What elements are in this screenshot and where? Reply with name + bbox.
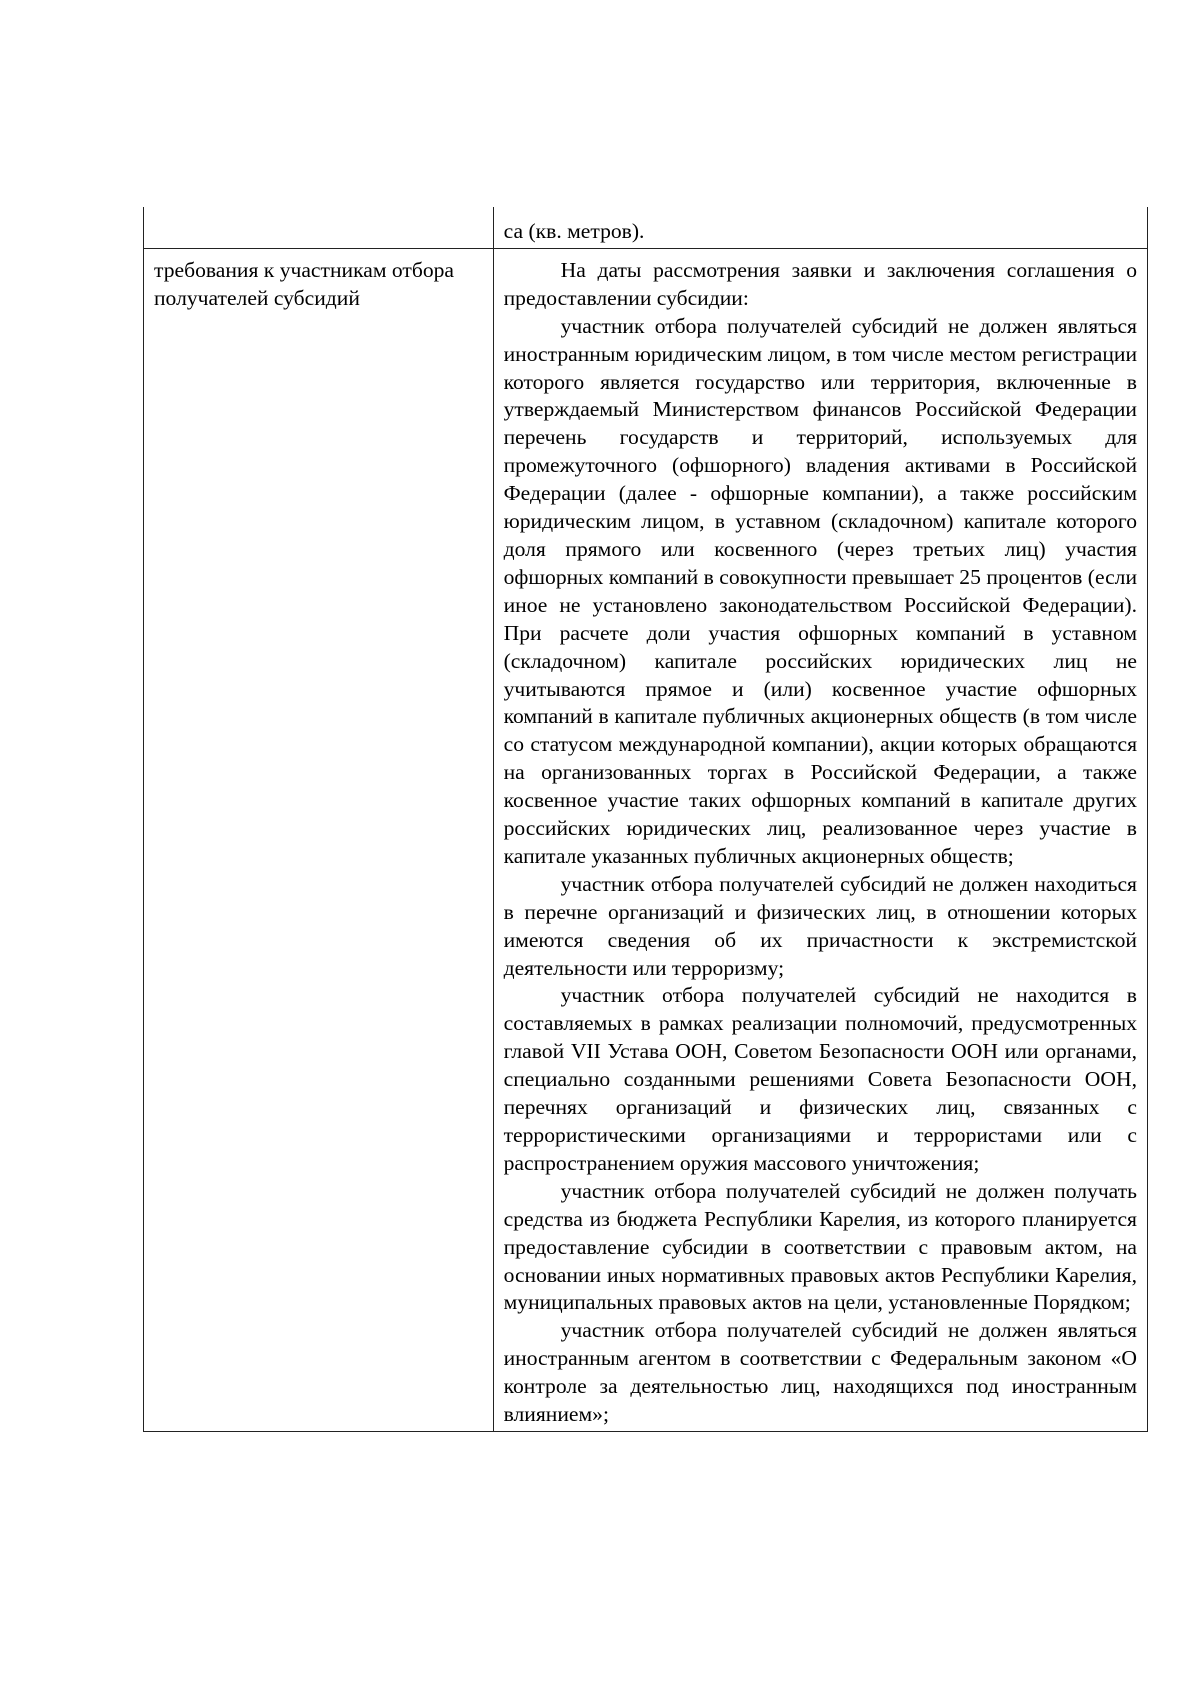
paragraph-budget-funds: участник отбора получателей субсидий не должен получать средства из бюджета Республики Карелия, из которого планируется предоставление субсидии в соответствии с правовым актом, на основании иных нормативных правовых актов Республики Карелия, муниципальных правовых актов на цели, установленные Порядком; — [503, 1178, 1137, 1315]
requirements-table — [143, 207, 1148, 1432]
cell-requirements-content — [493, 248, 1147, 1431]
paragraph-foreign-agent: участник отбора получателей субсидий не должен являться иностранным агентом в соответствии с Федеральным законом «О контроле за деятельностью лиц, находящихся под иностранным влиянием»; — [503, 1318, 1137, 1427]
paragraph-un-lists: участник отбора получателей субсидий не находится в составляемых в рамках реализации полномочий, предусмотренных главой VII Устава ООН, Советом Безопасности ООН или органами, специально созданными решениями Совета Безопасности ООН, перечнях организаций и физических лиц, связанных с террористическими организациями и террористами или с распространением оружия массового уничтожения; — [503, 983, 1137, 1175]
paragraph-offshore: участник отбора получателей субсидий не должен являться иностранным юридическим лицом, в том числе местом регистрации которого является государство или территория, включенные в утверждаемый Министерством финансов Российской Федерации перечень государств и территорий, используемых для промежуточного (офшорного) владения активами в Российской Федерации (далее - офшорные компании), а также российским юридическим лицом, в уставном (складочном) капитале которого доля прямого или косвенного (через третьих лиц) участия офшорных компаний в совокупности превышает 25 процентов (если иное не установлено законодательством Российской Федерации). При расчете доли участия офшорных компаний в уставном (складочном) капитале российских юридических лиц не учитываются прямое и (или) косвенное участие офшорных компаний в капитале публичных акционерных обществ (в том числе со статусом международной компании), акции которых обращаются на организованных торгах в Российской Федерации, а также косвенное участие таких офшорных компаний в капитале других российских юридических лиц, реализованное через участие в капитале указанных публичных акционерных обществ; — [503, 313, 1137, 868]
table-row-continued — [144, 207, 1148, 248]
cell-requirements-label: требования к участникам отбора получателей субсидий — [144, 248, 494, 1431]
table-row-requirements — [144, 248, 1148, 1431]
paragraph-intro: На даты рассмотрения заявки и заключения соглашения о предоставлении субсидии: — [503, 257, 1137, 310]
cell-right-continued — [493, 207, 1147, 248]
cell-left-empty — [144, 207, 494, 248]
paragraph-extremism: участник отбора получателей субсидий не должен находиться в перечне организаций и физических лиц, в отношении которых имеются сведения об их причастности к экстремистской деятельности или терроризму; — [503, 871, 1137, 980]
continued-text: са (кв. метров). — [503, 219, 645, 243]
